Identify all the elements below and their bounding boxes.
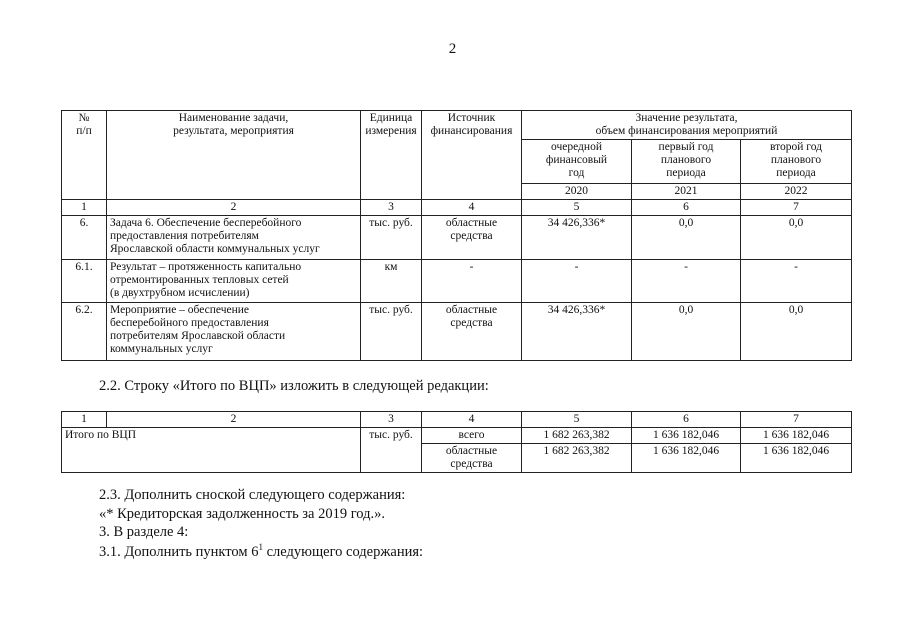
row-source: - <box>422 260 522 303</box>
row-value-2022: - <box>741 260 852 303</box>
column-number-row <box>62 412 852 428</box>
table-row <box>62 260 852 303</box>
col-number: 7 <box>741 412 852 428</box>
header-year-2020: 2020 <box>522 184 632 200</box>
row-name: Задача 6. Обеспечение бесперебойного предоставления потребителям Ярославской области коммунальных услуг <box>107 216 361 260</box>
col-number: 3 <box>361 412 422 428</box>
row-value-2020: 1 682 263,382 <box>522 428 632 444</box>
row-value-2020: 34 426,336* <box>522 303 632 361</box>
col-number: 1 <box>62 200 107 216</box>
row-value-2022: 1 636 182,046 <box>741 444 852 473</box>
row-source: областные средства <box>422 303 522 361</box>
col-number: 1 <box>62 412 107 428</box>
row-value-2021: 0,0 <box>632 216 741 260</box>
header-year-label-2021: первый год планового периода <box>632 140 741 184</box>
total-table <box>61 411 852 473</box>
header-source: Источник финансирования <box>422 111 522 200</box>
col-number: 5 <box>522 412 632 428</box>
row-value-2022: 1 636 182,046 <box>741 428 852 444</box>
header-year-label-2022: второй год планового периода <box>741 140 852 184</box>
paragraph-2-3: 2.3. Дополнить сноской следующего содержания: <box>99 487 406 503</box>
col-number: 3 <box>361 200 422 216</box>
row-source: всего <box>422 428 522 444</box>
row-value-2021: 1 636 182,046 <box>632 444 741 473</box>
row-num: 6. <box>62 216 107 260</box>
row-name: Мероприятие – обеспечение бесперебойного предоставления потребителям Ярославской области коммунальных услуг <box>107 303 361 361</box>
total-label: Итого по ВЦП <box>62 428 361 473</box>
table-row <box>62 216 852 260</box>
header-year-2021: 2021 <box>632 184 741 200</box>
header-value-group: Значение результата, объем финансирования мероприятий <box>522 111 852 140</box>
row-value-2022: 0,0 <box>741 303 852 361</box>
column-number-row <box>62 200 852 216</box>
table-row <box>62 428 852 444</box>
row-name: Результат – протяженность капитально отремонтированных тепловых сетей (в двухтрубном исчислении) <box>107 260 361 303</box>
header-num: № п/п <box>62 111 107 200</box>
col-number: 7 <box>741 200 852 216</box>
row-value-2020: 34 426,336* <box>522 216 632 260</box>
col-number: 6 <box>632 200 741 216</box>
header-year-label-2020: очередной финансовый год <box>522 140 632 184</box>
row-unit: км <box>361 260 422 303</box>
footnote-text: «* Кредиторская задолженность за 2019 год.». <box>99 506 386 522</box>
row-value-2022: 0,0 <box>741 216 852 260</box>
row-source: областные средства <box>422 216 522 260</box>
row-unit: тыс. руб. <box>361 303 422 361</box>
col-number: 4 <box>422 200 522 216</box>
results-table <box>61 110 852 361</box>
row-unit: тыс. руб. <box>361 216 422 260</box>
row-value-2020: 1 682 263,382 <box>522 444 632 473</box>
row-source: областные средства <box>422 444 522 473</box>
paragraph-2-2: 2.2. Строку «Итого по ВЦП» изложить в следующей редакции: <box>99 378 489 394</box>
row-value-2021: - <box>632 260 741 303</box>
page-number: 2 <box>448 41 457 57</box>
row-num: 6.1. <box>62 260 107 303</box>
paragraph-3: 3. В разделе 4: <box>99 524 189 540</box>
header-year-2022: 2022 <box>741 184 852 200</box>
row-value-2021: 0,0 <box>632 303 741 361</box>
header-name: Наименование задачи, результата, мероприятия <box>107 111 361 200</box>
col-number: 6 <box>632 412 741 428</box>
paragraph-3-1: 3.1. Дополнить пунктом $6^1$ следующего содержания: <box>99 542 424 560</box>
col-number: 2 <box>107 412 361 428</box>
total-unit: тыс. руб. <box>361 428 422 473</box>
row-value-2020: - <box>522 260 632 303</box>
row-value-2021: 1 636 182,046 <box>632 428 741 444</box>
col-number: 5 <box>522 200 632 216</box>
table-row <box>62 303 852 361</box>
header-unit: Единица измерения <box>361 111 422 200</box>
col-number: 2 <box>107 200 361 216</box>
row-num: 6.2. <box>62 303 107 361</box>
col-number: 4 <box>422 412 522 428</box>
